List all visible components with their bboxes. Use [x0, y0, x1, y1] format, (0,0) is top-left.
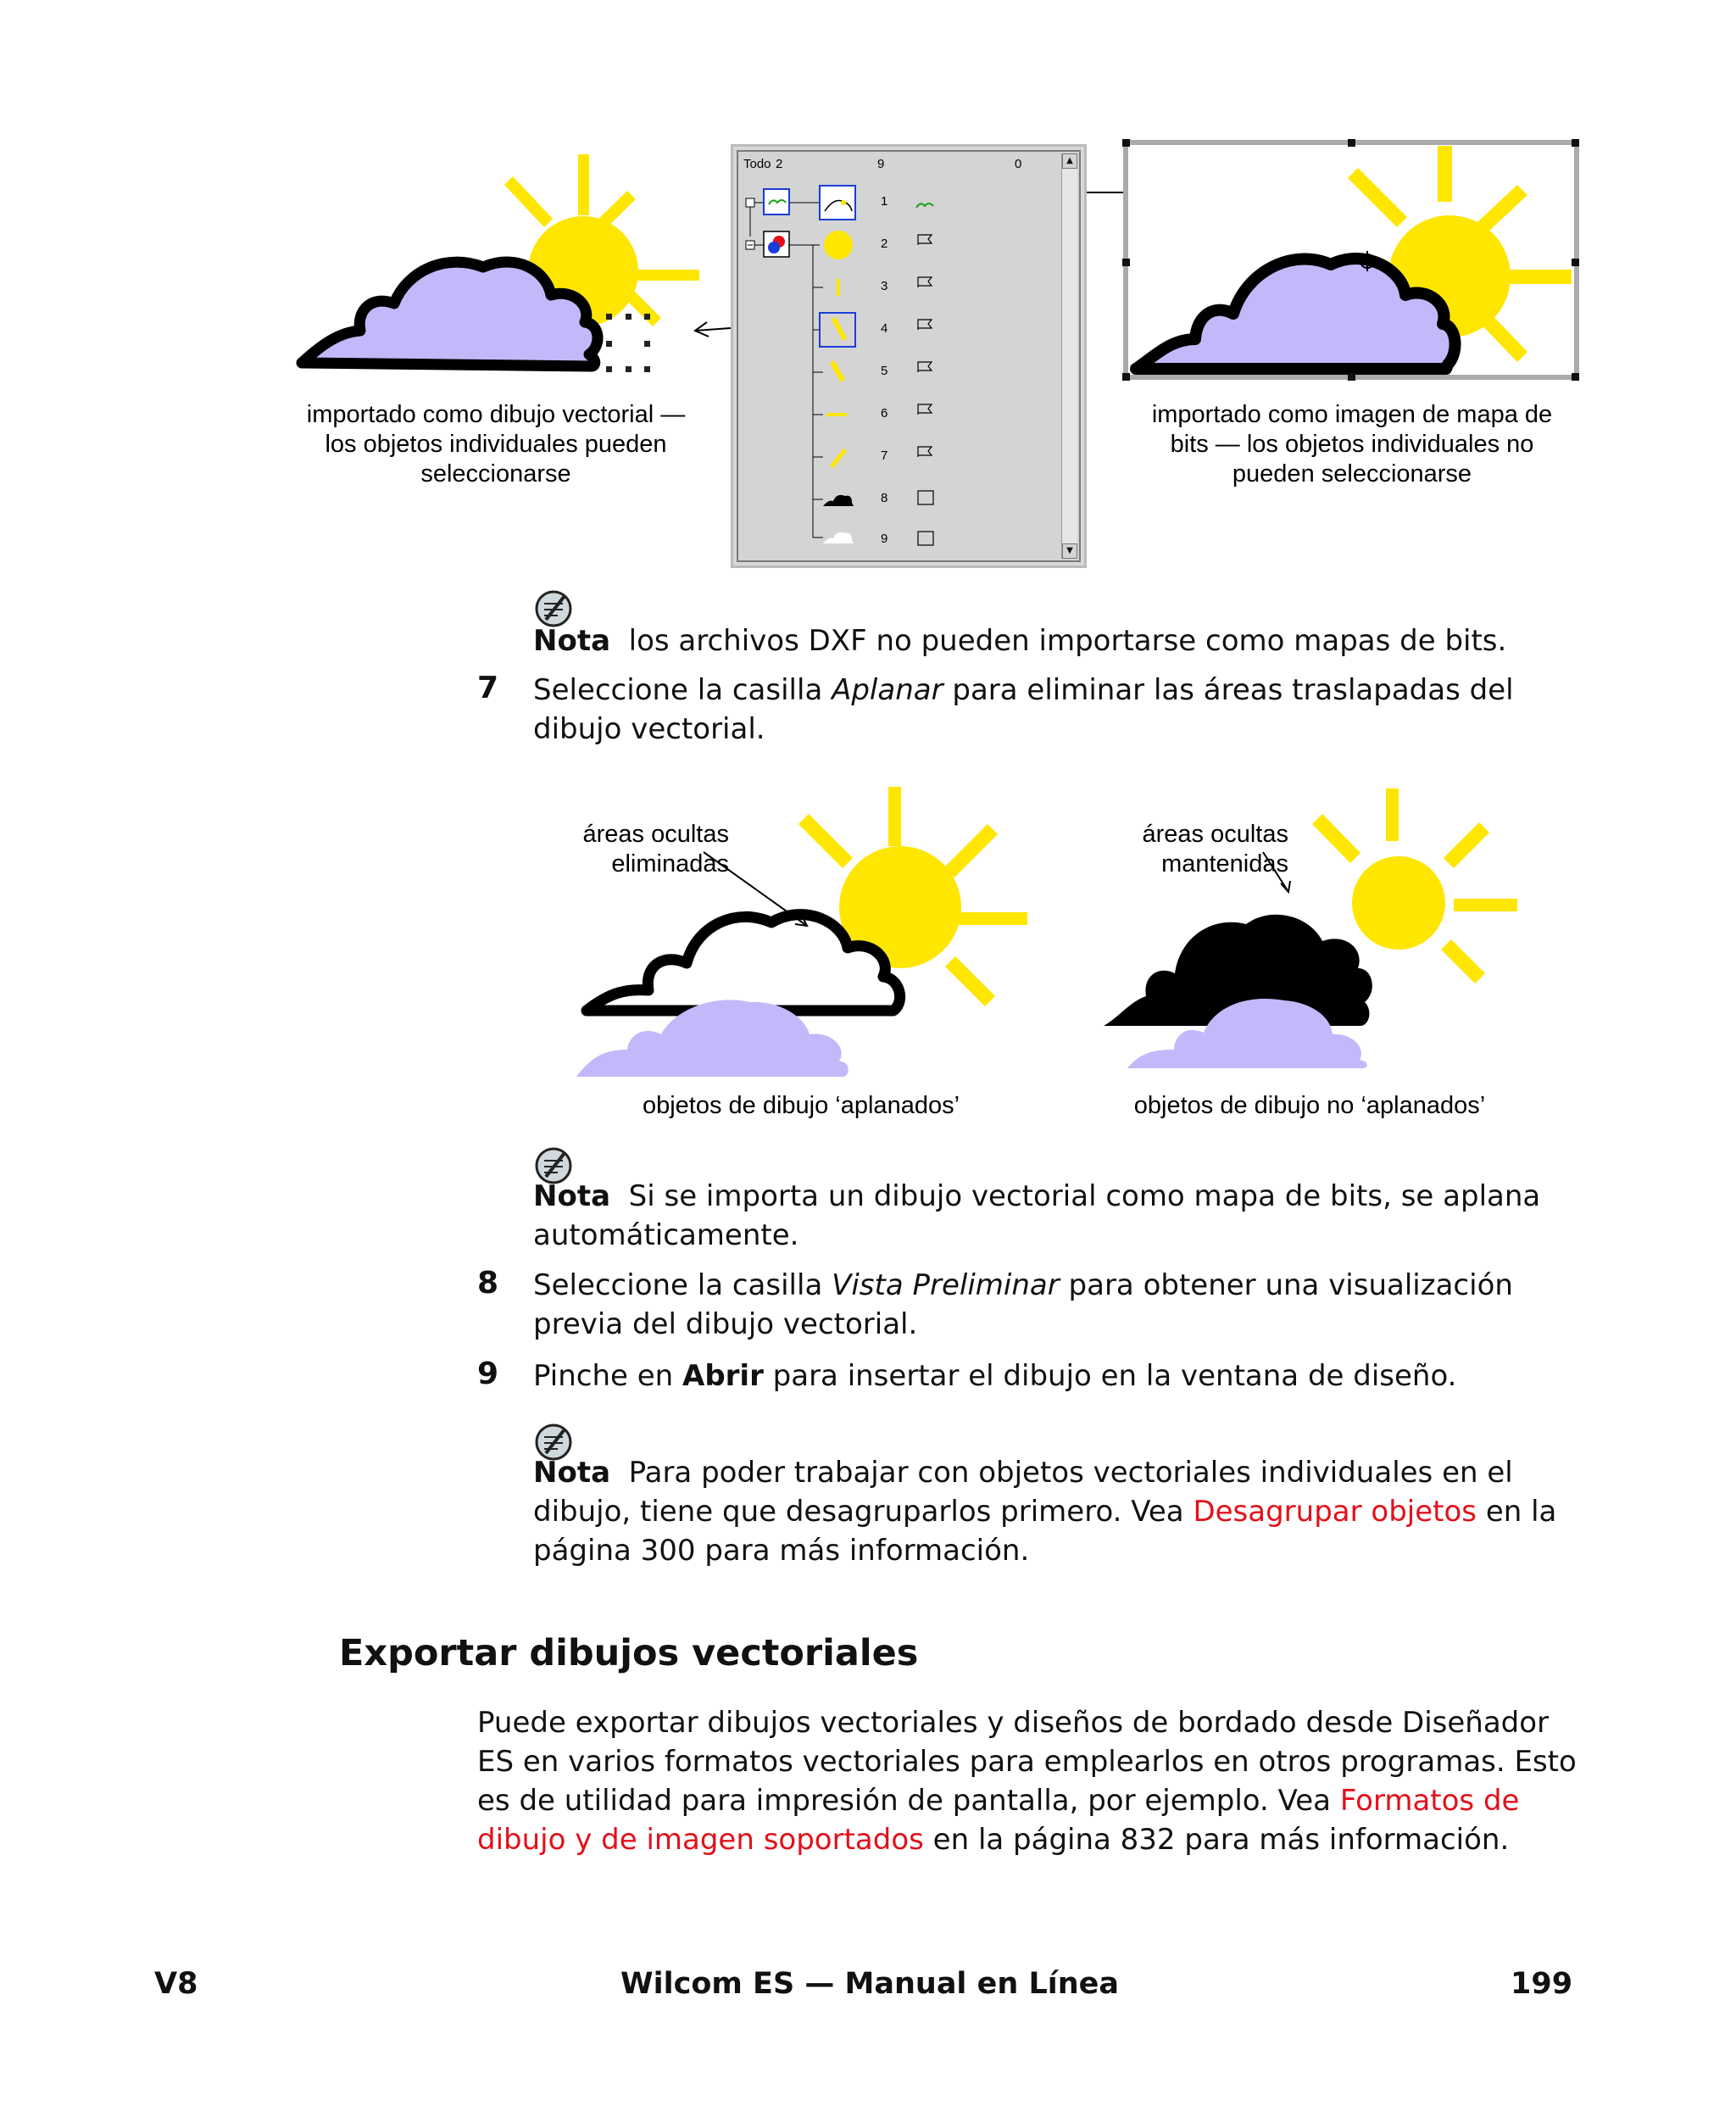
tree-scrollbar[interactable]: [1061, 153, 1077, 559]
step-number: 7: [477, 671, 499, 705]
step-8-text: Seleccione la casilla Vista Preliminar para obtener una visualización previa del dibujo vectorial.: [533, 1268, 1513, 1341]
tree-row-number: 6: [881, 406, 888, 421]
step-number: 8: [477, 1266, 499, 1301]
label-hidden-kept: áreas ocultas mantenidas: [1142, 821, 1288, 877]
tree-header-label: Todo: [743, 157, 771, 171]
tree-row-number: 3: [881, 279, 888, 293]
caption-flattened: objetos de dibujo ‘aplanados’: [642, 1092, 960, 1119]
tree-row-number: 7: [881, 448, 888, 463]
footer-version: V8: [154, 1967, 198, 2001]
tree-header-count: 2: [776, 157, 783, 171]
tree-row-number: 1: [881, 194, 888, 209]
tree-row-number: 4: [881, 321, 888, 336]
step-9-text: Pinche en Abrir para insertar el dibujo en la ventana de diseño.: [533, 1359, 1457, 1393]
page-number: 199: [1511, 1967, 1573, 2001]
footer-title: Wilcom ES — Manual en Línea: [620, 1967, 1120, 2001]
object-tree-panel: [731, 144, 1087, 568]
note-bitmap-flatten: Nota Si se importa un dibujo vectorial como mapa de bits, se aplana automáticamente.: [533, 1179, 1541, 1252]
tree-header-mid: 9: [877, 157, 885, 171]
tree-header-right: 0: [1015, 157, 1022, 171]
caption-bitmap-import: importado como imagen de mapa de bits — los objetos individuales no pueden seleccionarse: [1151, 401, 1553, 487]
bitmap-import-illustration: [1119, 136, 1594, 390]
step-7-text: Seleccione la casilla Aplanar para eliminar las áreas traslapadas del dibujo vectorial.: [533, 673, 1514, 746]
object-tree-list: [737, 150, 1081, 562]
section-paragraph: Puede exportar dibujos vectoriales y diseños de bordado desde Diseñador ES en varios formatos vectoriales para emplearlos en otros programas. Esto es de utilidad para impresión de pantalla, por ejemplo. Vea Formatos de dibujo y de imagen soportados en la página 832 para más información.: [477, 1706, 1577, 1857]
link-desagrupar-objetos[interactable]: Desagrupar objetos: [1193, 1495, 1477, 1529]
tree-row-number: 2: [881, 237, 888, 251]
section-heading: Exportar dibujos vectoriales: [339, 1632, 919, 1674]
tree-row-number: 8: [881, 491, 888, 505]
caption-not-flattened: objetos de dibujo no ‘aplanados’: [1133, 1092, 1486, 1119]
caption-vector-import: importado como dibujo vectorial — los objetos individuales pueden seleccionarse: [306, 401, 686, 487]
tree-row-number: 9: [881, 532, 888, 546]
note-dxf: Nota los archivos DXF no pueden importarse como mapas de bits.: [533, 624, 1507, 658]
vector-import-illustration: [288, 144, 712, 382]
note-ungroup: Nota Para poder trabajar con objetos vectoriales individuales en el dibujo, tiene que desagruparlos primero. Vea Desagrupar objetos en la página 300 para más información.: [533, 1456, 1557, 1568]
tree-structure: [738, 152, 1060, 559]
scroll-up-icon[interactable]: ▲: [1062, 153, 1077, 169]
scroll-down-icon[interactable]: ▼: [1062, 543, 1077, 559]
link-formatos-soportados[interactable]: dibujo y de imagen soportados: [477, 1823, 924, 1857]
step-number: 9: [477, 1357, 499, 1391]
link-formatos-de[interactable]: Formatos de: [1339, 1784, 1520, 1818]
label-hidden-removed: áreas ocultas eliminadas: [582, 821, 729, 877]
tree-row-number: 5: [881, 364, 888, 378]
